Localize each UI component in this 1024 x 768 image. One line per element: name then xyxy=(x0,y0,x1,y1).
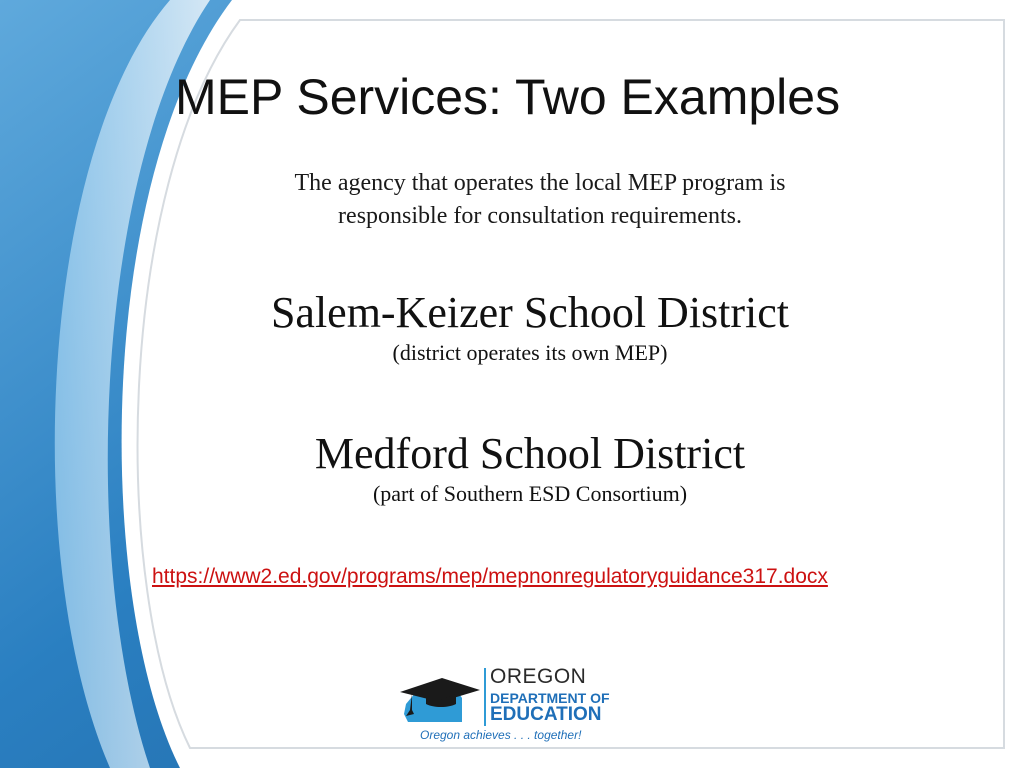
logo-divider xyxy=(484,668,486,726)
oregon-education-logo xyxy=(398,664,608,746)
intro-line-1: The agency that operates the local MEP program is xyxy=(294,170,786,196)
district-example-salem-keizer xyxy=(200,288,860,368)
logo-department-text: DEPARTMENT OF xyxy=(490,690,610,706)
district-note: (district operates its own MEP) xyxy=(392,340,668,365)
district-example-medford xyxy=(200,429,860,509)
intro-line-2: responsible for consultation requirements. xyxy=(338,203,742,229)
district-note: (part of Southern ESD Consortium) xyxy=(372,481,688,506)
guidance-document-link[interactable]: https://www2.ed.gov/programs/mep/mepnonregulatoryguidance317.docx xyxy=(152,565,828,588)
district-name: Salem-Keizer School District xyxy=(270,288,790,337)
logo-oregon-text: OREGON xyxy=(490,665,587,688)
district-name: Medford School District xyxy=(314,429,746,478)
graduation-cap-oregon-icon xyxy=(398,670,482,728)
intro-text xyxy=(160,167,920,233)
slide-title: MEP Services: Two Examples xyxy=(175,69,841,125)
logo-tagline: Oregon achieves . . . together! xyxy=(420,728,582,742)
logo-education-text: EDUCATION xyxy=(490,704,602,725)
